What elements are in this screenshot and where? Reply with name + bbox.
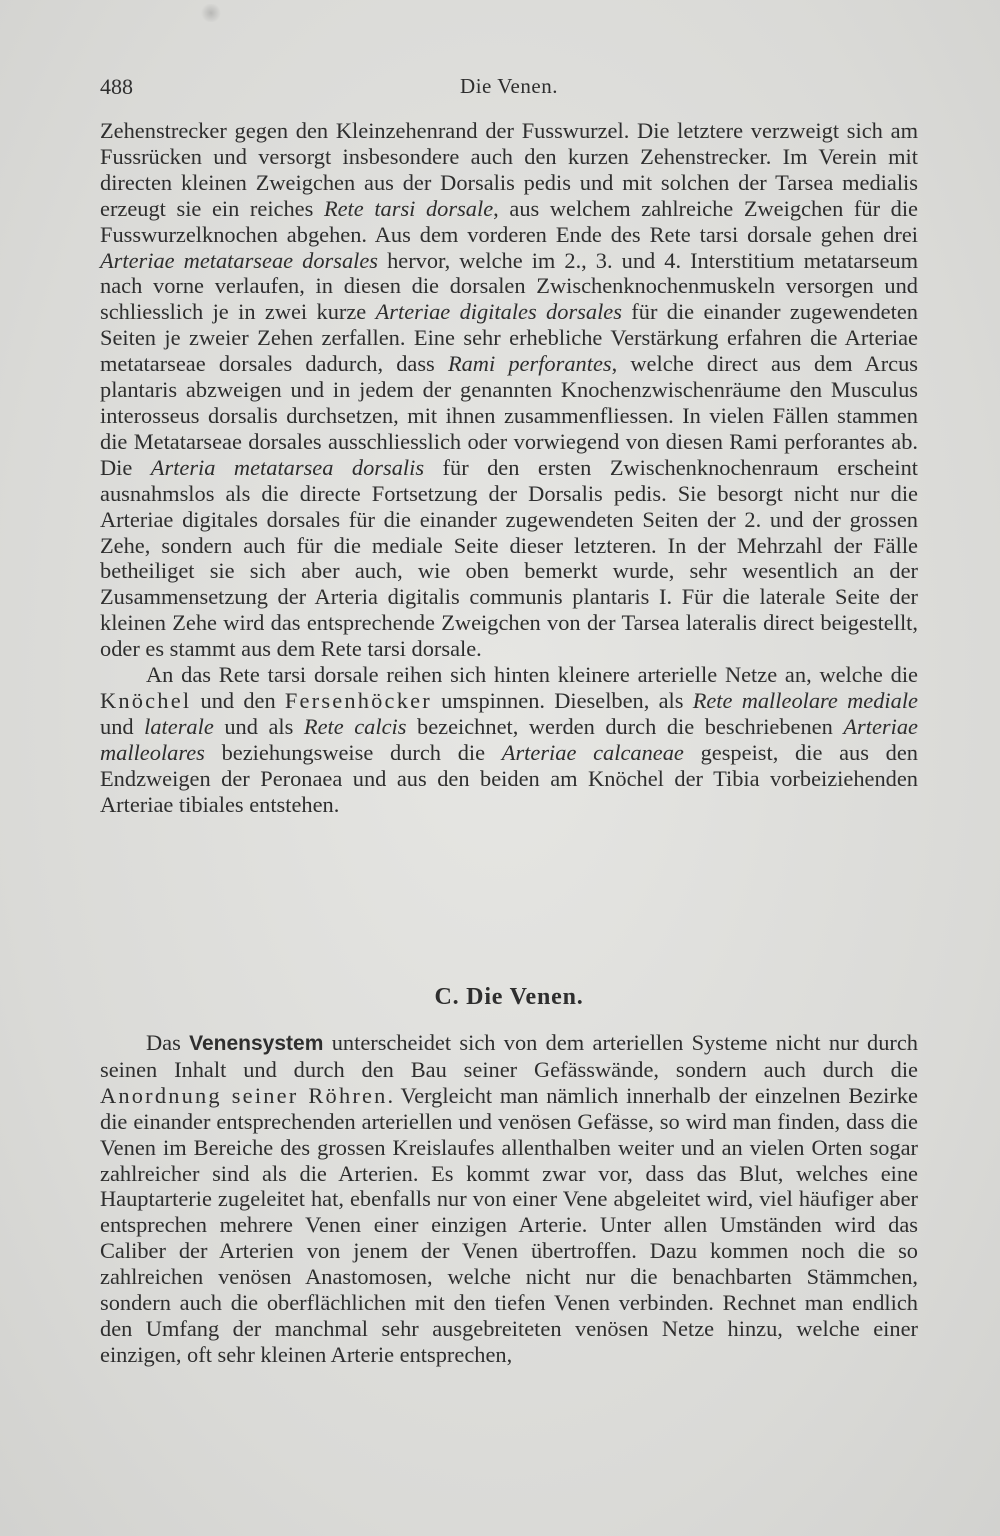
paragraph-venensystem bbox=[100, 1030, 918, 1368]
term-arteriae-digitales-dorsales: Arteriae digitales dorsales bbox=[375, 299, 622, 325]
term-rete-tarsi-dorsale: Rete tarsi dorsale bbox=[323, 195, 494, 221]
text-run: Zehenstrecker gegen den Kleinzehenrand der Fusswurzel. Die letztere verzweigt sich am Fussrücken und versorgt insbesondere auch den kurzen Zehenstrecker. Im Verein mit directen kleinen Zweigchen aus der Dorsalis pedis und mit solchen der Tarsea medialis erzeugt sie ein reiches bbox=[100, 118, 918, 221]
text-run: , welche direct aus dem Arcus plantaris abzweigen und in jedem der genannten Knochenzwischenräume den Musculus interosseus dorsalis durchsetzen, mit ihnen zusammenfliessen. In vielen Fällen stammen die Metatarseae dorsales ausschliesslich oder vorwiegend von diesen Rami perforantes ab. Die bbox=[100, 351, 918, 480]
text-run: , aus welchem zahlreiche Zweigchen für die Fusswurzelknochen abgehen. Aus dem vorderen Ende des Rete tarsi dorsale gehen drei bbox=[100, 195, 918, 247]
running-head bbox=[100, 74, 918, 104]
text-run: unterscheidet sich von dem arteriellen Systeme nicht nur durch seinen Inhalt und durch den Bau seiner Gefässwände, sondern auch durch die bbox=[100, 1030, 918, 1082]
text-block-venen bbox=[100, 1030, 918, 1368]
text-run: für den ersten Zwischenknochenraum erscheint ausnahmslos als die directe Fortsetzung der Dorsalis pedis. Sie besorgt nicht nur die Arteriae digitales dorsales für die einander zugewendeten Seiten der 2. und der grossen Zehe, sondern auch für die mediale Seite dieser letzteren. In der Mehrzahl der Fälle betheiliget sie sich aber auch, wie oben bemerkt wurde, sehr wesentlich an der Zusammensetzung der Arteria digitalis communis plantaris I. Für die laterale Seite der kleinen Zehe wird das entsprechende Zweigchen von der Tarsea lateralis direct beigestellt, oder es stammt aus dem Rete tarsi dorsale. bbox=[100, 454, 919, 662]
text-run: Das bbox=[146, 1030, 190, 1055]
text-run: An das Rete tarsi dorsale reihen sich hinten kleinere arterielle Netze an, welche die bbox=[146, 662, 918, 688]
text-run: und bbox=[100, 713, 145, 739]
text-run: gespeist, die aus den Endzweigen der Peronaea und aus den beiden am Knöchel der Tibia vorbeiziehenden Arteriae tibiales entstehen. bbox=[100, 739, 918, 817]
text-run: hervor, welche im 2., 3. und 4. Interstitium metatarseum nach vorne verlaufen, in diesen die dorsalen Zwischenknochenmuskeln versorgen und schliesslich je in zwei kurze bbox=[100, 247, 919, 325]
text-run: beziehungsweise durch die bbox=[204, 739, 502, 765]
term-rete-malleolare-mediale: Rete malleolare mediale bbox=[692, 687, 918, 713]
paragraph-arterielle-netze bbox=[100, 662, 918, 817]
text-run: bezeichnet, werden durch die beschriebenen bbox=[406, 713, 844, 739]
text-run: . Vergleicht man nämlich innerhalb der einzelnen Bezirke die einander entsprechenden arteriellen und venösen Gefässe, so wird man finden, dass die Venen im Bereiche des grossen Kreislaufes allenthalben weiter und an vielen Orten sogar zahlreicher sind als die Arterien. Es kommt zwar vor, dass das Blut, welches eine Hauptarterie zugeleitet hat, ebenfalls nur von einer Vene abgeleitet wird, viel häufiger aber entsprechen mehrere Venen einer einzigen Arterie. Unter allen Umständen wird das Caliber der Arterien von jenem der Venen übertroffen. Dazu kommen noch die so zahlreichen venösen Anastomosen, welche nicht nur die benachbarten Stämmchen, sondern auch die oberflächlichen mit den tiefen Venen verbinden. Rechnet man endlich den Umfang der manchmal sehr ausgebreiteten venösen Netze hinzu, welche einer einzigen, oft sehr kleinen Arterie entsprechen, bbox=[100, 1082, 918, 1367]
spaced-term-knoechel: Knöchel bbox=[100, 687, 192, 713]
term-arteriae-malleolares: Arteriae malleolares bbox=[100, 713, 918, 765]
term-arteria-metatarsea-dorsalis: Arteria metatarsea dorsalis bbox=[150, 454, 425, 480]
text-block-arteries bbox=[100, 118, 918, 817]
text-run: umspinnen. Dieselben, als bbox=[431, 687, 693, 713]
text-run: für die einander zugewendeten Seiten je zweier Zehen zerfallen. Eine sehr erhebliche Verstärkung erfahren die Arteriae metatarseae dorsales dadurch, dass bbox=[100, 299, 918, 377]
term-arteriae-calcaneae: Arteriae calcaneae bbox=[501, 739, 684, 765]
term-arteriae-metatarseae-dorsales: Arteriae metatarseae dorsales bbox=[100, 247, 379, 273]
ink-smudge bbox=[200, 4, 222, 22]
running-title: Die Venen. bbox=[460, 74, 558, 98]
term-laterale: laterale bbox=[144, 713, 214, 739]
paragraph-rete-tarsi bbox=[100, 118, 918, 662]
text-run: und den bbox=[191, 687, 285, 713]
spaced-term-fersenhoecker: Fersenhöcker bbox=[284, 687, 432, 713]
bold-term-venensystem: Venensystem bbox=[189, 1032, 324, 1055]
term-rami-perforantes: Rami perforantes bbox=[447, 351, 612, 377]
page-number: 488 bbox=[100, 74, 133, 99]
section-heading: C. Die Venen. bbox=[434, 984, 584, 1010]
term-rete-calcis: Rete calcis bbox=[303, 713, 407, 739]
spaced-term-anordnung: Anordnung seiner Röhren bbox=[100, 1082, 388, 1108]
text-run: und als bbox=[213, 713, 304, 739]
